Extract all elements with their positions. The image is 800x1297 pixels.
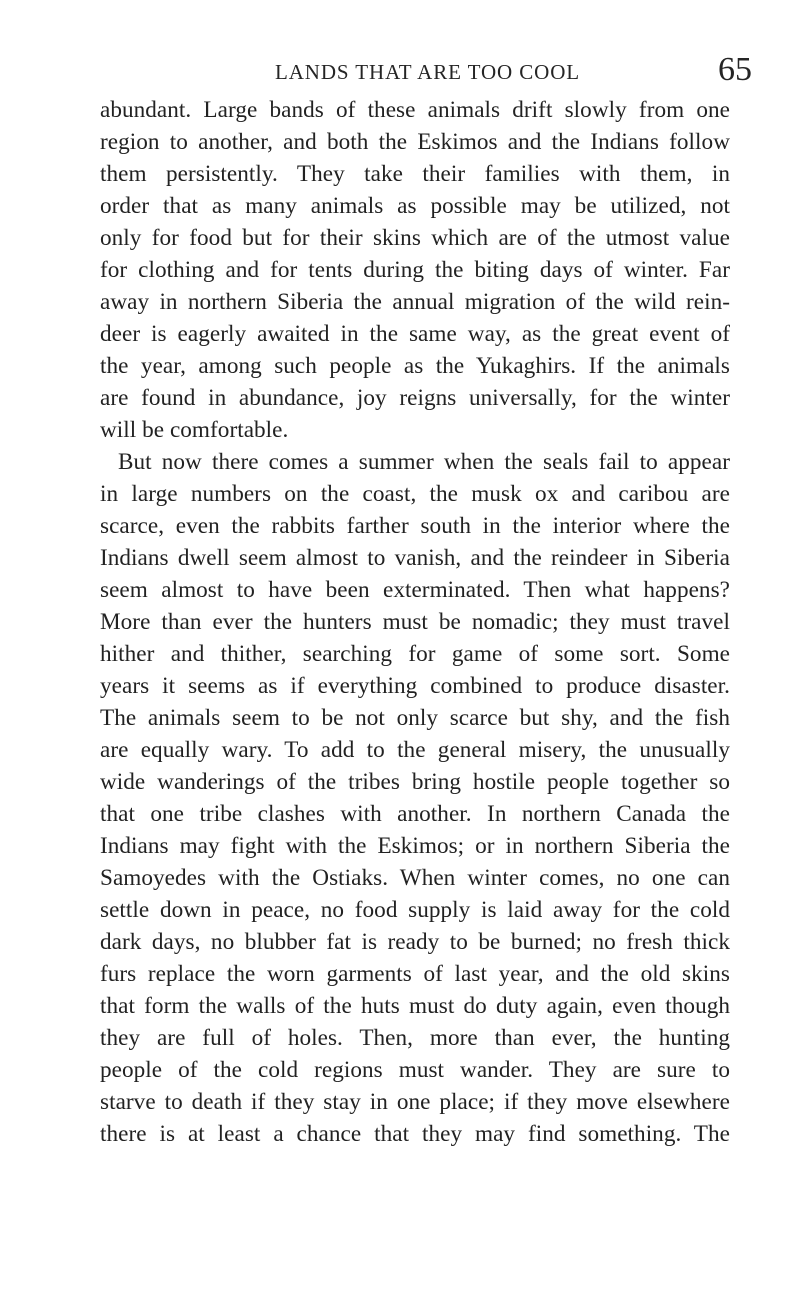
text-line: More than ever the hunters must be nomadic; they must travel xyxy=(100,609,730,635)
text-line: people of the cold regions must wander. They are sure to xyxy=(100,1057,730,1083)
text-line: hither and thither, searching for game of some sort. Some xyxy=(100,641,730,667)
text-line: years it seems as if everything combined to produce disaster. xyxy=(100,673,730,699)
text-line: there is at least a chance that they may find something. The xyxy=(100,1121,730,1147)
text-line: But now there comes a summer when the seals fail to appear xyxy=(118,449,730,475)
running-title: LANDS THAT ARE TOO COOL xyxy=(275,60,581,84)
text-line: will be comfortable. xyxy=(100,417,289,443)
body-text xyxy=(100,94,730,1150)
text-line: away in northern Siberia the annual migration of the wild rein- xyxy=(100,289,730,315)
text-line: only for food but for their skins which are of the utmost value xyxy=(100,225,730,251)
text-line: abundant. Large bands of these animals drift slowly from one xyxy=(100,97,730,123)
text-line: seem almost to have been exterminated. Then what happens? xyxy=(100,577,730,603)
text-line: The animals seem to be not only scarce but shy, and the fish xyxy=(100,705,730,731)
text-line: are equally wary. To add to the general misery, the unusually xyxy=(100,737,730,763)
text-line: region to another, and both the Eskimos and the Indians follow xyxy=(100,129,730,155)
text-line: furs replace the worn garments of last year, and the old skins xyxy=(100,961,730,987)
text-line: starve to death if they stay in one place; if they move elsewhere xyxy=(100,1089,730,1115)
text-line: Samoyedes with the Ostiaks. When winter comes, no one can xyxy=(100,865,730,891)
text-line: that form the walls of the huts must do duty again, even though xyxy=(100,993,730,1019)
text-line: them persistently. They take their families with them, in xyxy=(100,161,730,187)
text-line: that one tribe clashes with another. In northern Canada the xyxy=(100,801,730,827)
text-line: dark days, no blubber fat is ready to be burned; no fresh thick xyxy=(100,929,730,955)
text-line: order that as many animals as possible may be utilized, not xyxy=(100,193,730,219)
text-line: settle down in peace, no food supply is laid away for the cold xyxy=(100,897,730,923)
text-line: deer is eagerly awaited in the same way, as the great event of xyxy=(100,321,730,347)
text-line: are found in abundance, joy reigns universally, for the winter xyxy=(100,385,730,411)
text-line: Indians dwell seem almost to vanish, and the reindeer in Siberia xyxy=(100,545,730,571)
text-line: wide wanderings of the tribes bring hostile people together so xyxy=(100,769,730,795)
text-line: for clothing and for tents during the biting days of winter. Far xyxy=(100,257,730,283)
text-line: they are full of holes. Then, more than ever, the hunting xyxy=(100,1025,730,1051)
text-line: in large numbers on the coast, the musk ox and caribou are xyxy=(100,481,730,507)
text-line: the year, among such people as the Yukaghirs. If the animals xyxy=(100,353,730,379)
text-line: Indians may fight with the Eskimos; or in northern Siberia the xyxy=(100,833,730,859)
page-number: 65 xyxy=(718,51,752,88)
text-line: scarce, even the rabbits farther south in the interior where the xyxy=(100,513,730,539)
running-head xyxy=(40,51,752,95)
